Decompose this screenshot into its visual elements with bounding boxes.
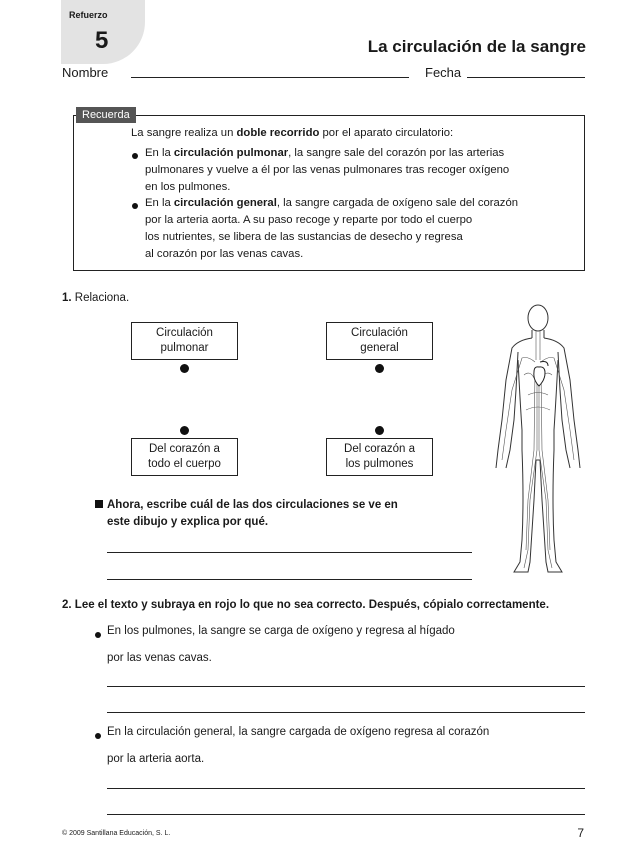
- answer-line[interactable]: [107, 579, 472, 580]
- page-number: 7: [577, 826, 584, 840]
- q1-subprompt: Ahora, escribe cuál de las dos circulaciones se ve en este dibujo y explica por qué.: [107, 499, 398, 528]
- answer-line[interactable]: [107, 686, 585, 687]
- match-dot[interactable]: [375, 364, 384, 373]
- recuerda-label: Recuerda: [76, 107, 136, 123]
- recuerda-bullet-1: En la circulación pulmonar, la sangre sale del corazón por las arterias pulmonares y vuelve a él por las venas pulmonares tras recoger oxígeno en los pulmones.: [145, 147, 510, 193]
- refuerzo-label: Refuerzo: [69, 10, 108, 20]
- q2-item-2-line-2: por la arteria aorta.: [107, 753, 205, 765]
- match-dot[interactable]: [180, 426, 189, 435]
- circulatory-system-figure: [488, 300, 588, 580]
- name-field[interactable]: [131, 77, 409, 78]
- q2-item-1-line-1: En los pulmones, la sangre se carga de oxígeno y regresa al hígado: [107, 625, 455, 637]
- answer-line[interactable]: [107, 788, 585, 789]
- name-label: Nombre: [62, 65, 109, 80]
- q2-item-1-line-2: por las venas cavas.: [107, 652, 212, 664]
- date-label: Fecha: [425, 65, 462, 80]
- q2-heading: 2. Lee el texto y subraya en rojo lo que no sea correcto. Después, cópialo correctamente.: [62, 599, 550, 611]
- copyright: © 2009 Santillana Educación, S. L.: [62, 830, 171, 837]
- match-box-pulmones: Del corazón a los pulmones: [326, 438, 433, 476]
- answer-line[interactable]: [107, 712, 585, 713]
- recuerda-intro: La sangre realiza un doble recorrido por el aparato circulatorio:: [131, 127, 454, 139]
- bullet-icon: [132, 153, 138, 159]
- bullet-icon: [95, 733, 101, 739]
- match-dot[interactable]: [180, 364, 189, 373]
- date-field[interactable]: [467, 77, 585, 78]
- q2-item-2-line-1: En la circulación general, la sangre cargada de oxígeno regresa al corazón: [107, 726, 490, 738]
- q1-heading: 1. Relaciona.: [62, 292, 130, 304]
- bullet-icon: [132, 203, 138, 209]
- bullet-icon: [95, 632, 101, 638]
- unit-number: 5: [95, 27, 109, 54]
- page-title: La circulación de la sangre: [367, 37, 586, 56]
- recuerda-bullet-2: En la circulación general, la sangre cargada de oxígeno sale del corazón por la arteria aorta. A su paso recoge y reparte por todo el cuerpo los nutrientes, se libera de las sustancias de desecho y regresa al corazón por las venas cavas.: [145, 197, 519, 260]
- answer-line[interactable]: [107, 552, 472, 553]
- square-bullet-icon: [95, 500, 103, 508]
- match-dot[interactable]: [375, 426, 384, 435]
- match-box-general: Circulación general: [326, 322, 433, 360]
- match-box-todo-cuerpo: Del corazón a todo el cuerpo: [131, 438, 238, 476]
- answer-line[interactable]: [107, 814, 585, 815]
- match-box-pulmonar: Circulación pulmonar: [131, 322, 238, 360]
